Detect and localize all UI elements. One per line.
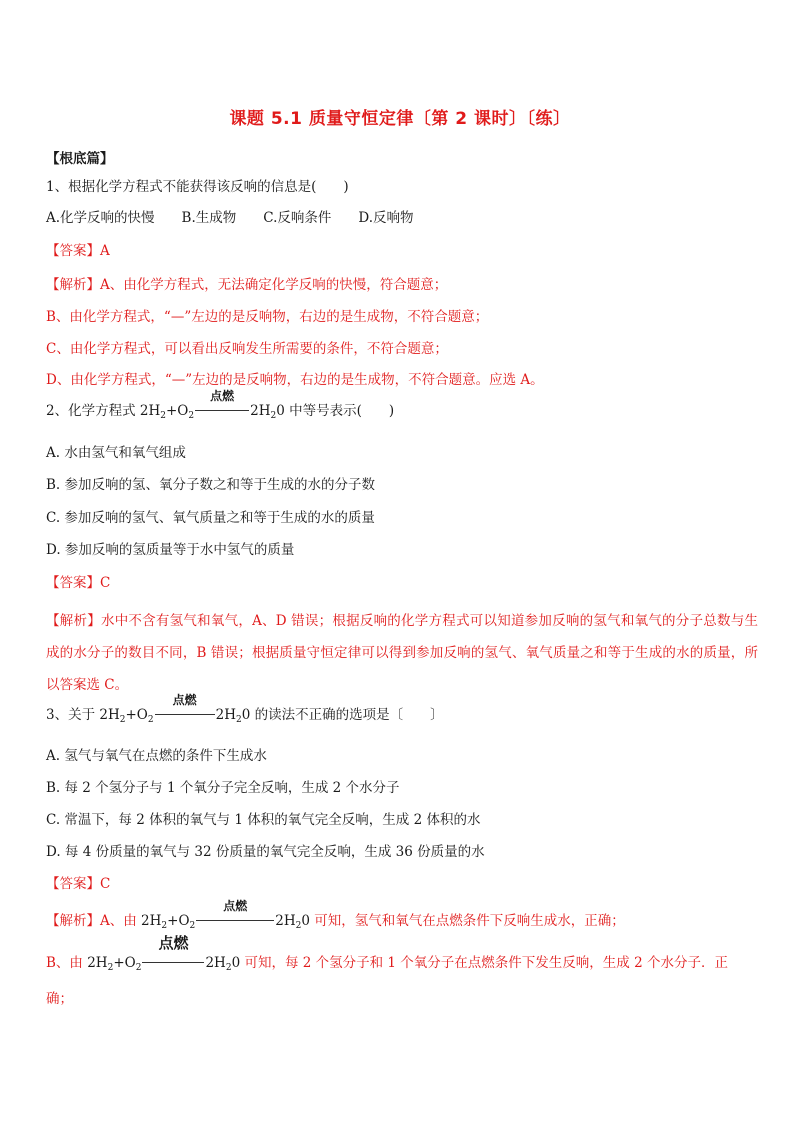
reaction-condition: 点燃 bbox=[196, 912, 274, 930]
q1-analysis-line: B、由化学方程式，“—”左边的是反响物，右边的是生成物，不符合题意； bbox=[46, 309, 489, 325]
q1-stem: 1、根据化学方程式不能获得该反响的信息是( ) bbox=[46, 179, 349, 195]
q2-stem bbox=[46, 389, 395, 421]
q2-analysis: 【解析】水中不含有氢气和氧气，A、D 错误；根据反响的化学方程式可以知道参加反响的氢气和氧气的分子总数与生成的水分子的数目不同，B 错误；根据质量守恒定律可以得到参加反响的氢气、氧气质量之和等于生成的水的质量，所以答案选 C。 bbox=[46, 613, 758, 693]
q1-answer: 【答案】A bbox=[46, 243, 110, 259]
q3-analysis-b: B、由 $2H_2+O_2$ 点燃 $2H_20$ 可知，每 2 个氢分子和 1 个氧分子在点燃条件下发生反响，生成 2 个水分子．正 bbox=[46, 934, 728, 973]
chemical-equation: $2H_2+O_2$ 点燃 $2H_20$ bbox=[99, 693, 251, 725]
q2-suffix: 中等号表示( ) bbox=[284, 403, 395, 419]
q1-analysis-line: D、由化学方程式，“—”左边的是反响物，右边的是生成物，不符合题意。应选 A。 bbox=[46, 372, 544, 388]
q3-option: B. 每 2 个氢分子与 1 个氧分子完全反响，生成 2 个水分子 bbox=[46, 780, 400, 796]
q1-analysis-line: C、由化学方程式，可以看出反响发生所需要的条件，不符合题意； bbox=[46, 341, 448, 357]
q2-option: A. 水由氢气和氧气组成 bbox=[46, 445, 186, 461]
q2-answer: 【答案】C bbox=[46, 575, 111, 591]
q3-prefix: 3、关于 bbox=[46, 707, 100, 723]
reaction-condition: 点燃 bbox=[195, 402, 249, 420]
q1-analysis-line: 【解析】A、由化学方程式，无法确定化学反响的快慢，符合题意； bbox=[46, 277, 448, 293]
q3-option: A. 氢气与氧气在点燃的条件下生成水 bbox=[46, 748, 267, 764]
q1-options: A.化学反响的快慢 B.生成物 C.反响条件 D.反响物 bbox=[46, 210, 414, 226]
chemical-equation: $2H_2+O_2$ 点燃 $2H_20$ bbox=[87, 934, 241, 973]
section-heading: 【根底篇】 bbox=[46, 151, 114, 167]
q2-prefix: 2、化学方程式 bbox=[46, 403, 140, 419]
reaction-condition: 点燃 bbox=[142, 954, 204, 972]
q3-option: D. 每 4 份质量的氧气与 32 份质量的氧气完全反响，生成 36 份质量的水 bbox=[46, 844, 485, 860]
q3-suffix: 的读法不正确的选项是〔 〕 bbox=[250, 707, 444, 723]
q3-analysis-b-cont: 确； bbox=[46, 991, 73, 1007]
reaction-condition: 点燃 bbox=[155, 706, 215, 724]
q2-option: C. 参加反响的氢气、氧气质量之和等于生成的水的质量 bbox=[46, 510, 375, 526]
q3-stem bbox=[46, 693, 444, 725]
q3-answer: 【答案】C bbox=[46, 876, 111, 892]
chemical-equation: $2H_2+O_2$ 点燃 $2H_20$ bbox=[141, 899, 310, 931]
q2-option: B. 参加反响的氢、氧分子数之和等于生成的水的分子数 bbox=[46, 477, 376, 493]
chemical-equation: $2H_2+O_2$ 点燃 $2H_20$ bbox=[139, 389, 285, 421]
q2-option: D. 参加反响的氢质量等于水中氢气的质量 bbox=[46, 542, 295, 558]
page-title: 课题 5.1 质量守恒定律〔第 2 课时〕〔练〕 bbox=[229, 109, 571, 129]
q3-analysis-a: 【解析】A、由 $2H_2+O_2$ 点燃 $2H_20$ 可知，氢气和氧气在点燃条件下反响生成水，正确； bbox=[46, 899, 625, 931]
q3-option: C. 常温下，每 2 体积的氧气与 1 体积的氧气完全反响，生成 2 体积的水 bbox=[46, 812, 481, 828]
